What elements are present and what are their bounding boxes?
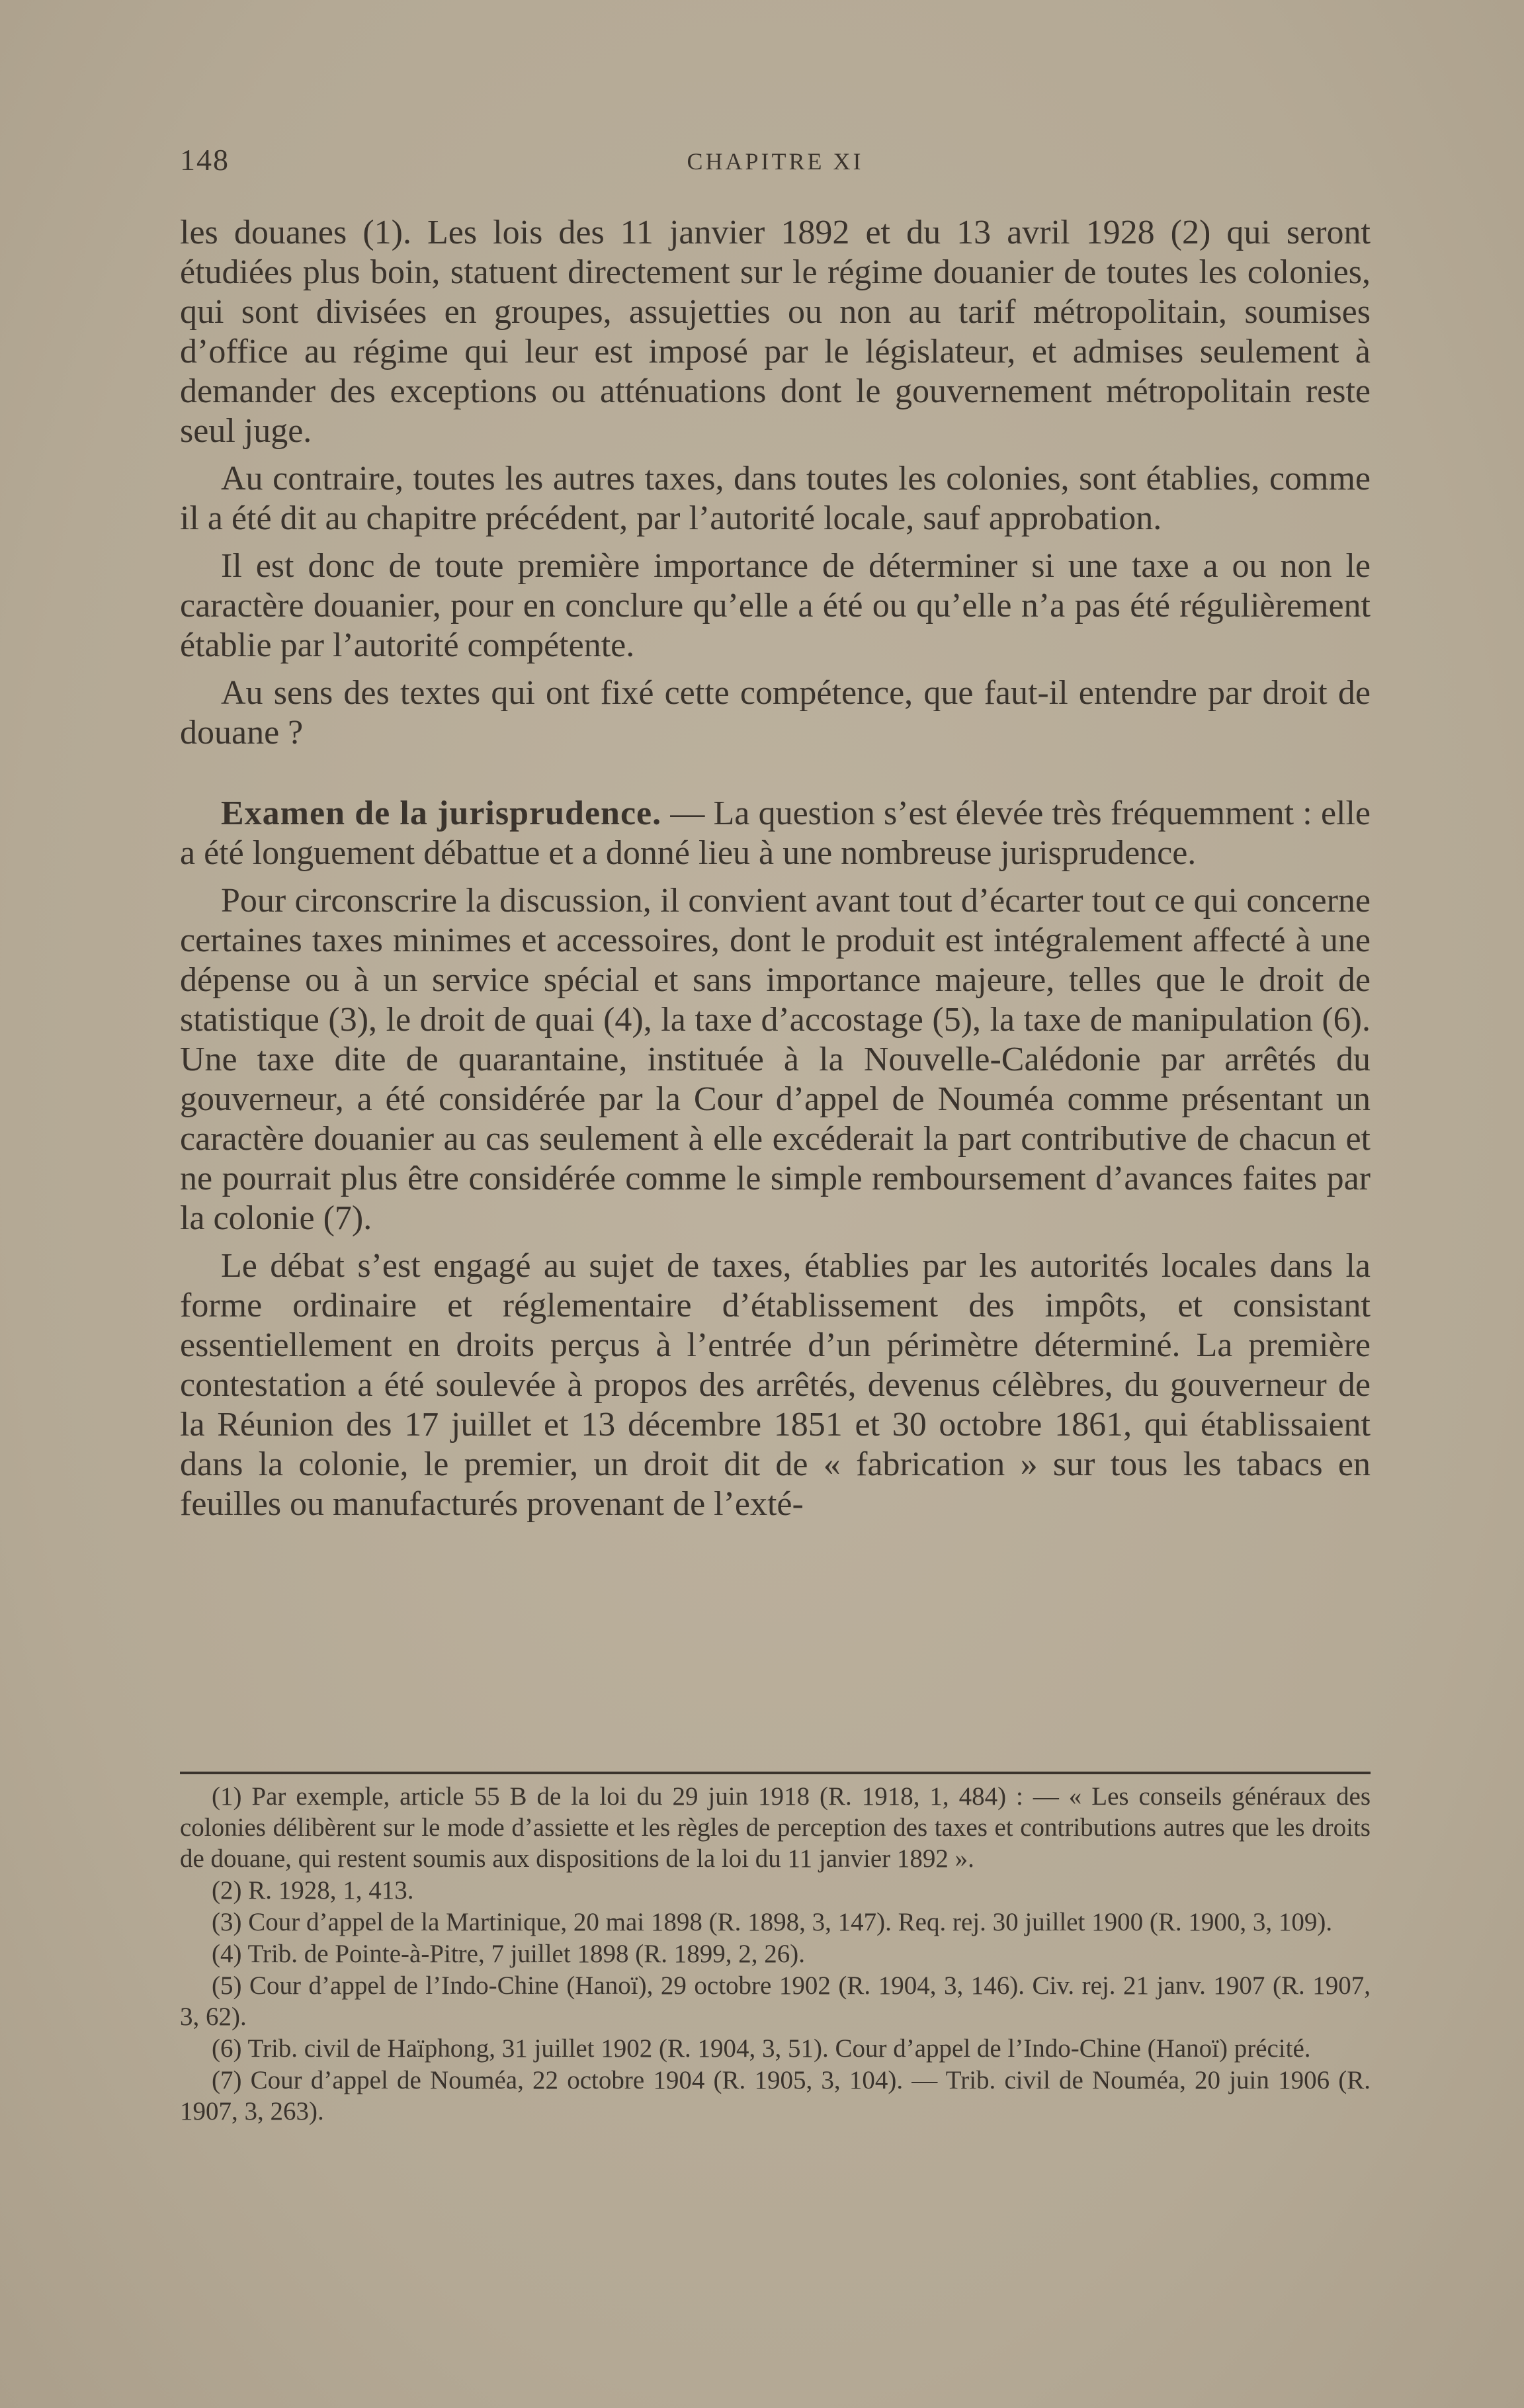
section-heading: Examen de la jurisprudence. — [221, 795, 662, 832]
section-paragraph — [180, 794, 1371, 873]
paragraph: Le débat s’est engagé au sujet de taxes, établies par les autorités locales dans la forme ordinaire et réglementaire d’établissement des impôts, et consistant essentiellement en droits perçus à l’entrée d’un périmètre déterminé. La première contestation a été soulevée à propos des arrêtés, devenus célèbres, du gouverneur de la Réunion des 17 juillet et 13 décembre 1851 et 30 octobre 1861, qui établissaient dans la colonie, le premier, un droit dit de « fabrication » sur tous les tabacs en feuilles ou manufacturés provenant de l’exté- — [180, 1247, 1371, 1523]
footnote-divider — [180, 1772, 1371, 1774]
section-text: — La question s’est élevée très fréquemment : elle a été longuement débattue et a donné lieu à une nombreuse jurisprudence. — [180, 795, 1371, 872]
running-title: CHAPITRE XI — [687, 148, 864, 175]
paragraph: Au contraire, toutes les autres taxes, dans toutes les colonies, sont établies, comme il a été dit au chapitre précédent, par l’autorité locale, sauf approbation. — [180, 460, 1371, 537]
footnote: (7) Cour d’appel de Nouméa, 22 octobre 1904 (R. 1905, 3, 104). — Trib. civil de Nouméa, 20 juin 1906 (R. 1907, 3, 263). — [180, 2066, 1371, 2126]
footnote: (4) Trib. de Pointe-à-Pitre, 7 juillet 1898 (R. 1899, 2, 26). — [212, 1940, 805, 1968]
paragraph: Il est donc de toute première importance de déterminer si une taxe a ou non le caractère douanier, pour en conclure qu’elle a été ou qu’elle n’a pas été régulièrement établie par l’autorité compétente. — [180, 547, 1371, 664]
footnote: (1) Par exemple, article 55 B de la loi du 29 juin 1918 (R. 1918, 1, 484) : — « Les conseils généraux des colonies délibèrent sur le mode d’assiette et les règles de perception des taxes et contributions autres que les droits de douane, qui restent soumis aux dispositions de la loi du 11 janvier 1892 ». — [180, 1782, 1371, 1873]
footnote: (5) Cour d’appel de l’Indo-Chine (Hanoï), 29 octobre 1902 (R. 1904, 3, 146). Civ. rej. 21 janv. 1907 (R. 1907, 3, 62). — [180, 1971, 1371, 2031]
page-number: 148 — [180, 143, 230, 177]
paragraph: Au sens des textes qui ont fixé cette compétence, que faut-il entendre par droit de douane ? — [180, 674, 1371, 752]
main-text — [180, 213, 1371, 1532]
footnote: (3) Cour d’appel de la Martinique, 20 mai 1898 (R. 1898, 3, 147). Req. rej. 30 juillet 1900 (R. 1900, 3, 109). — [212, 1908, 1333, 1936]
page-header — [180, 142, 1371, 182]
footnote: (2) R. 1928, 1, 413. — [212, 1876, 414, 1905]
footnote: (6) Trib. civil de Haïphong, 31 juillet 1902 (R. 1904, 3, 51). Cour d’appel de l’Indo-Chine (Hanoï) précité. — [212, 2034, 1311, 2063]
paragraph: les douanes (1). Les lois des 11 janvier 1892 et du 13 avril 1928 (2) qui seront étudiées plus boin, statuent directement sur le régime douanier de toutes les colonies, qui sont divisées en groupes, assujetties ou non au tarif métropolitain, soumises d’office au régime qui leur est imposé par le législateur, et admises seulement à demander des exceptions ou atténuations dont le gouvernement métropolitain reste seul juge. — [180, 214, 1371, 450]
paragraph: Pour circonscrire la discussion, il convient avant tout d’écarter tout ce qui concerne certaines taxes minimes et accessoires, dont le produit est intégralement affecté à une dépense ou à un service spécial et sans importance majeure, telles que le droit de statistique (3), le droit de quai (4), la taxe d’accostage (5), la taxe de manipulation (6). Une taxe dite de quarantaine, instituée à la Nouvelle-Calédonie par arrêtés du gouverneur, a été considérée par la Cour d’appel de Nouméa comme présentant un caractère douanier au cas seulement à elle excéderait la part contributive de chacun et ne pourrait plus être considérée comme le simple remboursement d’avances faites par la colonie (7). — [180, 882, 1371, 1237]
footnotes — [180, 1781, 1371, 2128]
